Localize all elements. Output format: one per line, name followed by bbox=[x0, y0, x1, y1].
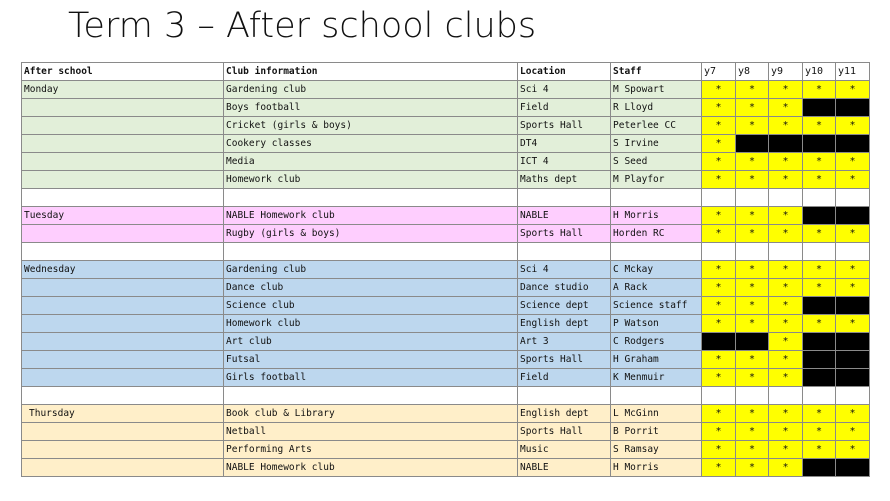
year-cell: * bbox=[769, 279, 803, 297]
club-cell: Media bbox=[224, 153, 518, 171]
staff-cell: L McGinn bbox=[611, 405, 702, 423]
day-cell bbox=[22, 225, 224, 243]
location-cell: Sci 4 bbox=[518, 261, 611, 279]
year-cell: * bbox=[702, 297, 736, 315]
year-cell bbox=[803, 351, 836, 369]
year-cell: * bbox=[769, 99, 803, 117]
year-cell: * bbox=[702, 405, 736, 423]
year-cell: * bbox=[702, 279, 736, 297]
year-cell: * bbox=[736, 261, 769, 279]
year-cell bbox=[836, 207, 870, 225]
club-cell: Homework club bbox=[224, 171, 518, 189]
year-cell: * bbox=[836, 405, 870, 423]
staff-cell: M Playfor bbox=[611, 171, 702, 189]
year-cell bbox=[836, 351, 870, 369]
year-cell: * bbox=[736, 441, 769, 459]
table-header-row bbox=[22, 63, 870, 81]
table-row bbox=[22, 153, 870, 171]
location-cell: Art 3 bbox=[518, 333, 611, 351]
year-cell: * bbox=[803, 441, 836, 459]
year-cell bbox=[836, 99, 870, 117]
year-cell: * bbox=[736, 207, 769, 225]
year-cell: * bbox=[736, 405, 769, 423]
club-cell: Netball bbox=[224, 423, 518, 441]
location-cell: NABLE bbox=[518, 207, 611, 225]
year-cell bbox=[769, 135, 803, 153]
year-cell: * bbox=[736, 153, 769, 171]
year-cell: * bbox=[702, 135, 736, 153]
year-cell: * bbox=[702, 369, 736, 387]
day-cell bbox=[22, 153, 224, 171]
year-cell: * bbox=[736, 225, 769, 243]
club-cell: Art club bbox=[224, 333, 518, 351]
day-cell bbox=[22, 369, 224, 387]
staff-cell: C Mckay bbox=[611, 261, 702, 279]
empty-cell bbox=[736, 189, 769, 207]
staff-cell: M Spowart bbox=[611, 81, 702, 99]
empty-cell bbox=[22, 243, 224, 261]
staff-cell: H Morris bbox=[611, 459, 702, 477]
year-cell: * bbox=[803, 279, 836, 297]
staff-cell: H Graham bbox=[611, 351, 702, 369]
year-cell: * bbox=[702, 459, 736, 477]
year-cell: * bbox=[736, 279, 769, 297]
day-cell bbox=[22, 441, 224, 459]
staff-cell: Peterlee CC bbox=[611, 117, 702, 135]
empty-cell bbox=[836, 189, 870, 207]
year-cell: * bbox=[736, 171, 769, 189]
year-cell bbox=[803, 459, 836, 477]
day-cell bbox=[22, 315, 224, 333]
year-cell: * bbox=[736, 117, 769, 135]
table-row bbox=[22, 81, 870, 99]
staff-cell: S Ramsay bbox=[611, 441, 702, 459]
staff-cell: C Rodgers bbox=[611, 333, 702, 351]
empty-cell bbox=[224, 243, 518, 261]
day-cell: Tuesday bbox=[22, 207, 224, 225]
clubs-table bbox=[21, 62, 870, 477]
table-row bbox=[22, 333, 870, 351]
empty-cell bbox=[518, 243, 611, 261]
empty-cell bbox=[22, 387, 224, 405]
empty-cell bbox=[518, 387, 611, 405]
location-cell: English dept bbox=[518, 405, 611, 423]
year-cell: * bbox=[836, 225, 870, 243]
year-cell: * bbox=[702, 99, 736, 117]
staff-cell: P Watson bbox=[611, 315, 702, 333]
location-cell: Sci 4 bbox=[518, 81, 611, 99]
day-cell bbox=[22, 423, 224, 441]
location-cell: ICT 4 bbox=[518, 153, 611, 171]
table-row bbox=[22, 117, 870, 135]
empty-cell bbox=[702, 387, 736, 405]
empty-cell bbox=[769, 243, 803, 261]
year-cell: * bbox=[769, 315, 803, 333]
club-cell: Cookery classes bbox=[224, 135, 518, 153]
club-cell: Book club & Library bbox=[224, 405, 518, 423]
club-cell: Boys football bbox=[224, 99, 518, 117]
day-cell bbox=[22, 135, 224, 153]
year-cell: * bbox=[769, 117, 803, 135]
year-cell bbox=[803, 99, 836, 117]
year-cell bbox=[803, 297, 836, 315]
club-cell: Science club bbox=[224, 297, 518, 315]
day-cell: Wednesday bbox=[22, 261, 224, 279]
page-title: Term 3 – After school clubs bbox=[68, 6, 537, 46]
empty-cell bbox=[803, 387, 836, 405]
staff-cell: K Menmuir bbox=[611, 369, 702, 387]
year-cell: * bbox=[769, 225, 803, 243]
table-row bbox=[22, 261, 870, 279]
year-cell bbox=[702, 333, 736, 351]
year-cell bbox=[836, 297, 870, 315]
day-cell bbox=[22, 351, 224, 369]
location-cell: Field bbox=[518, 369, 611, 387]
location-cell: Sports Hall bbox=[518, 225, 611, 243]
year-cell: * bbox=[702, 441, 736, 459]
year-cell: * bbox=[702, 261, 736, 279]
year-cell bbox=[803, 333, 836, 351]
location-cell: Sports Hall bbox=[518, 423, 611, 441]
year-cell: * bbox=[836, 441, 870, 459]
day-cell bbox=[22, 99, 224, 117]
club-cell: Rugby (girls & boys) bbox=[224, 225, 518, 243]
club-cell: NABLE Homework club bbox=[224, 459, 518, 477]
staff-cell: S Irvine bbox=[611, 135, 702, 153]
year-cell: * bbox=[736, 99, 769, 117]
year-cell: * bbox=[803, 315, 836, 333]
year-cell: * bbox=[769, 261, 803, 279]
year-cell bbox=[836, 333, 870, 351]
table-row bbox=[22, 459, 870, 477]
club-cell: NABLE Homework club bbox=[224, 207, 518, 225]
year-cell: * bbox=[803, 405, 836, 423]
empty-cell bbox=[22, 189, 224, 207]
year-cell: * bbox=[803, 81, 836, 99]
column-header: After school bbox=[22, 63, 224, 81]
empty-cell bbox=[224, 387, 518, 405]
year-cell: * bbox=[803, 225, 836, 243]
staff-cell: Science staff bbox=[611, 297, 702, 315]
year-cell: * bbox=[702, 81, 736, 99]
year-cell: * bbox=[836, 153, 870, 171]
year-cell: * bbox=[702, 117, 736, 135]
empty-cell bbox=[836, 243, 870, 261]
table-row bbox=[22, 441, 870, 459]
year-cell: * bbox=[803, 117, 836, 135]
table-row bbox=[22, 351, 870, 369]
location-cell: Dance studio bbox=[518, 279, 611, 297]
club-cell: Cricket (girls & boys) bbox=[224, 117, 518, 135]
club-cell: Homework club bbox=[224, 315, 518, 333]
year-cell: * bbox=[736, 297, 769, 315]
year-cell: * bbox=[803, 261, 836, 279]
year-cell: * bbox=[803, 153, 836, 171]
year-cell: * bbox=[769, 207, 803, 225]
table-row bbox=[22, 405, 870, 423]
location-cell: DT4 bbox=[518, 135, 611, 153]
location-cell: NABLE bbox=[518, 459, 611, 477]
table-row bbox=[22, 207, 870, 225]
day-cell bbox=[22, 333, 224, 351]
table-row bbox=[22, 369, 870, 387]
club-cell: Gardening club bbox=[224, 81, 518, 99]
column-header: y11 bbox=[836, 63, 870, 81]
table-row bbox=[22, 423, 870, 441]
empty-cell bbox=[769, 387, 803, 405]
column-header: Club information bbox=[224, 63, 518, 81]
location-cell: English dept bbox=[518, 315, 611, 333]
year-cell: * bbox=[769, 405, 803, 423]
club-cell: Gardening club bbox=[224, 261, 518, 279]
year-cell: * bbox=[769, 333, 803, 351]
year-cell: * bbox=[836, 81, 870, 99]
year-cell: * bbox=[702, 351, 736, 369]
year-cell: * bbox=[702, 225, 736, 243]
staff-cell: R Lloyd bbox=[611, 99, 702, 117]
empty-cell bbox=[611, 189, 702, 207]
day-cell bbox=[22, 171, 224, 189]
column-header: y7 bbox=[702, 63, 736, 81]
year-cell: * bbox=[702, 153, 736, 171]
year-cell: * bbox=[736, 81, 769, 99]
year-cell bbox=[803, 369, 836, 387]
year-cell: * bbox=[769, 441, 803, 459]
year-cell bbox=[836, 135, 870, 153]
year-cell: * bbox=[769, 351, 803, 369]
year-cell: * bbox=[836, 315, 870, 333]
empty-cell bbox=[702, 189, 736, 207]
day-cell bbox=[22, 279, 224, 297]
year-cell: * bbox=[702, 315, 736, 333]
day-cell bbox=[22, 117, 224, 135]
empty-cell bbox=[702, 243, 736, 261]
spacer-row bbox=[22, 243, 870, 261]
year-cell: * bbox=[769, 81, 803, 99]
empty-cell bbox=[769, 189, 803, 207]
empty-cell bbox=[803, 189, 836, 207]
location-cell: Sports Hall bbox=[518, 117, 611, 135]
column-header: y8 bbox=[736, 63, 769, 81]
day-cell: Monday bbox=[22, 81, 224, 99]
staff-cell: H Morris bbox=[611, 207, 702, 225]
empty-cell bbox=[736, 387, 769, 405]
location-cell: Science dept bbox=[518, 297, 611, 315]
club-cell: Dance club bbox=[224, 279, 518, 297]
empty-cell bbox=[836, 387, 870, 405]
year-cell: * bbox=[836, 261, 870, 279]
location-cell: Field bbox=[518, 99, 611, 117]
table-row bbox=[22, 135, 870, 153]
year-cell bbox=[736, 135, 769, 153]
staff-cell: Horden RC bbox=[611, 225, 702, 243]
year-cell bbox=[803, 135, 836, 153]
table-row bbox=[22, 171, 870, 189]
table-row bbox=[22, 315, 870, 333]
year-cell bbox=[736, 333, 769, 351]
empty-cell bbox=[736, 243, 769, 261]
table-row bbox=[22, 225, 870, 243]
year-cell: * bbox=[769, 171, 803, 189]
location-cell: Maths dept bbox=[518, 171, 611, 189]
column-header: Location bbox=[518, 63, 611, 81]
year-cell: * bbox=[736, 459, 769, 477]
table-row bbox=[22, 279, 870, 297]
column-header: y9 bbox=[769, 63, 803, 81]
year-cell: * bbox=[702, 423, 736, 441]
column-header: Staff bbox=[611, 63, 702, 81]
year-cell: * bbox=[769, 153, 803, 171]
empty-cell bbox=[224, 189, 518, 207]
empty-cell bbox=[611, 387, 702, 405]
club-cell: Performing Arts bbox=[224, 441, 518, 459]
year-cell: * bbox=[836, 423, 870, 441]
year-cell bbox=[836, 459, 870, 477]
day-cell bbox=[22, 459, 224, 477]
staff-cell: B Porrit bbox=[611, 423, 702, 441]
year-cell: * bbox=[836, 171, 870, 189]
column-header: y10 bbox=[803, 63, 836, 81]
year-cell: * bbox=[702, 207, 736, 225]
year-cell: * bbox=[702, 171, 736, 189]
clubs-table-body bbox=[22, 63, 870, 477]
year-cell: * bbox=[769, 423, 803, 441]
empty-cell bbox=[803, 243, 836, 261]
year-cell: * bbox=[803, 171, 836, 189]
year-cell: * bbox=[769, 369, 803, 387]
year-cell bbox=[803, 207, 836, 225]
year-cell: * bbox=[736, 315, 769, 333]
empty-cell bbox=[518, 189, 611, 207]
table-row bbox=[22, 297, 870, 315]
year-cell: * bbox=[836, 279, 870, 297]
day-cell bbox=[22, 297, 224, 315]
staff-cell: A Rack bbox=[611, 279, 702, 297]
day-cell: Thursday bbox=[22, 405, 224, 423]
empty-cell bbox=[611, 243, 702, 261]
year-cell: * bbox=[836, 117, 870, 135]
year-cell: * bbox=[736, 351, 769, 369]
location-cell: Music bbox=[518, 441, 611, 459]
table-row bbox=[22, 99, 870, 117]
location-cell: Sports Hall bbox=[518, 351, 611, 369]
year-cell: * bbox=[769, 459, 803, 477]
year-cell: * bbox=[803, 423, 836, 441]
year-cell: * bbox=[736, 369, 769, 387]
staff-cell: S Seed bbox=[611, 153, 702, 171]
spacer-row bbox=[22, 387, 870, 405]
year-cell: * bbox=[736, 423, 769, 441]
club-cell: Girls football bbox=[224, 369, 518, 387]
year-cell bbox=[836, 369, 870, 387]
club-cell: Futsal bbox=[224, 351, 518, 369]
spacer-row bbox=[22, 189, 870, 207]
year-cell: * bbox=[769, 297, 803, 315]
